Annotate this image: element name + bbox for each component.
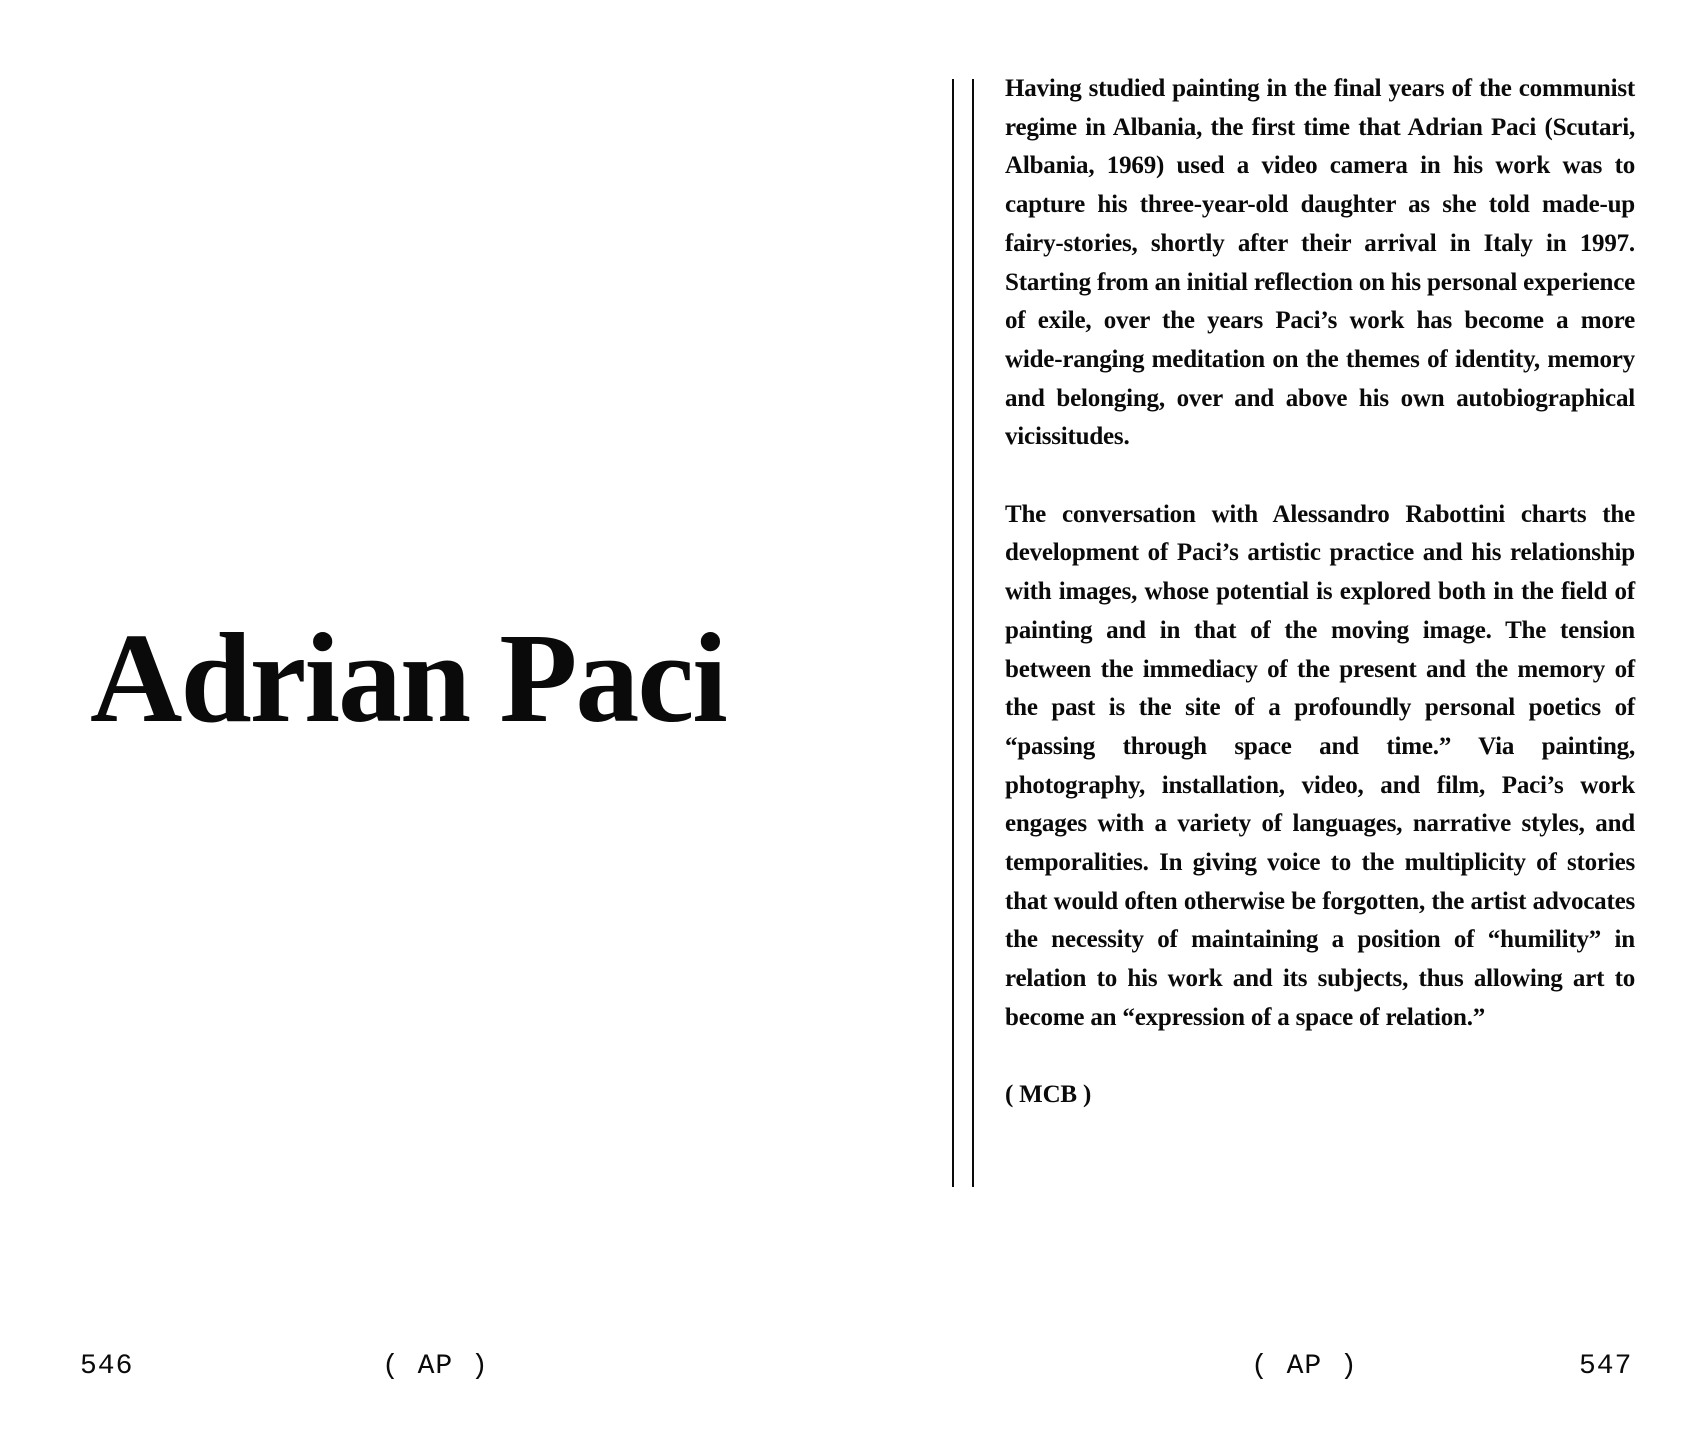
page-number-left: 546 (80, 1351, 134, 1382)
text-column (1005, 70, 1635, 1115)
running-head-left: ( AP ) (382, 1351, 489, 1382)
paragraph-spacer (1005, 1038, 1635, 1077)
paragraph-conversation: The conversation with Alessandro Rabottini charts the development of Paci’s artistic practice and his relationship with images, whose potential is explored both in the field of painting and in that of the moving image. The tension between the immediacy of the present and the memory of the past is the site of a profoundly personal poetics of “passing through space and time.” Via painting, photography, installation, video, and film, Paci’s work engages with a variety of languages, narrative styles, and temporalities. In giving voice to the multiplicity of stories that would often otherwise be forgotten, the artist advocates the necessity of maintaining a position of “humility” in relation to his work and its subjects, thus allowing art to become an “expression of a space of relation.” (1005, 500, 1635, 1031)
paragraph-intro: Having studied painting in the final years of the communist regime in Albania, the first time that Adrian Paci (Scutari, Albania, 1969) used a video camera in his work was to capture his three-year-old daughter as she told made-up fairy-stories, shortly after their arrival in Italy in 1997. Starting from an initial reflection on his personal experience of exile, over the years Paci’s work has become a more wide-ranging meditation on the themes of identity, memory and belonging, over and above his own autobiographical vicissitudes. (1005, 75, 1635, 451)
vertical-rule-inner (972, 79, 974, 1187)
page-number-right: 547 (1579, 1351, 1633, 1382)
page-title: Adrian Paci (90, 607, 726, 749)
running-head-right: ( AP ) (1251, 1351, 1358, 1382)
author-initials: ( MCB ) (1005, 1081, 1092, 1109)
vertical-rule-outer (952, 79, 954, 1187)
paragraph-spacer (1005, 457, 1635, 496)
